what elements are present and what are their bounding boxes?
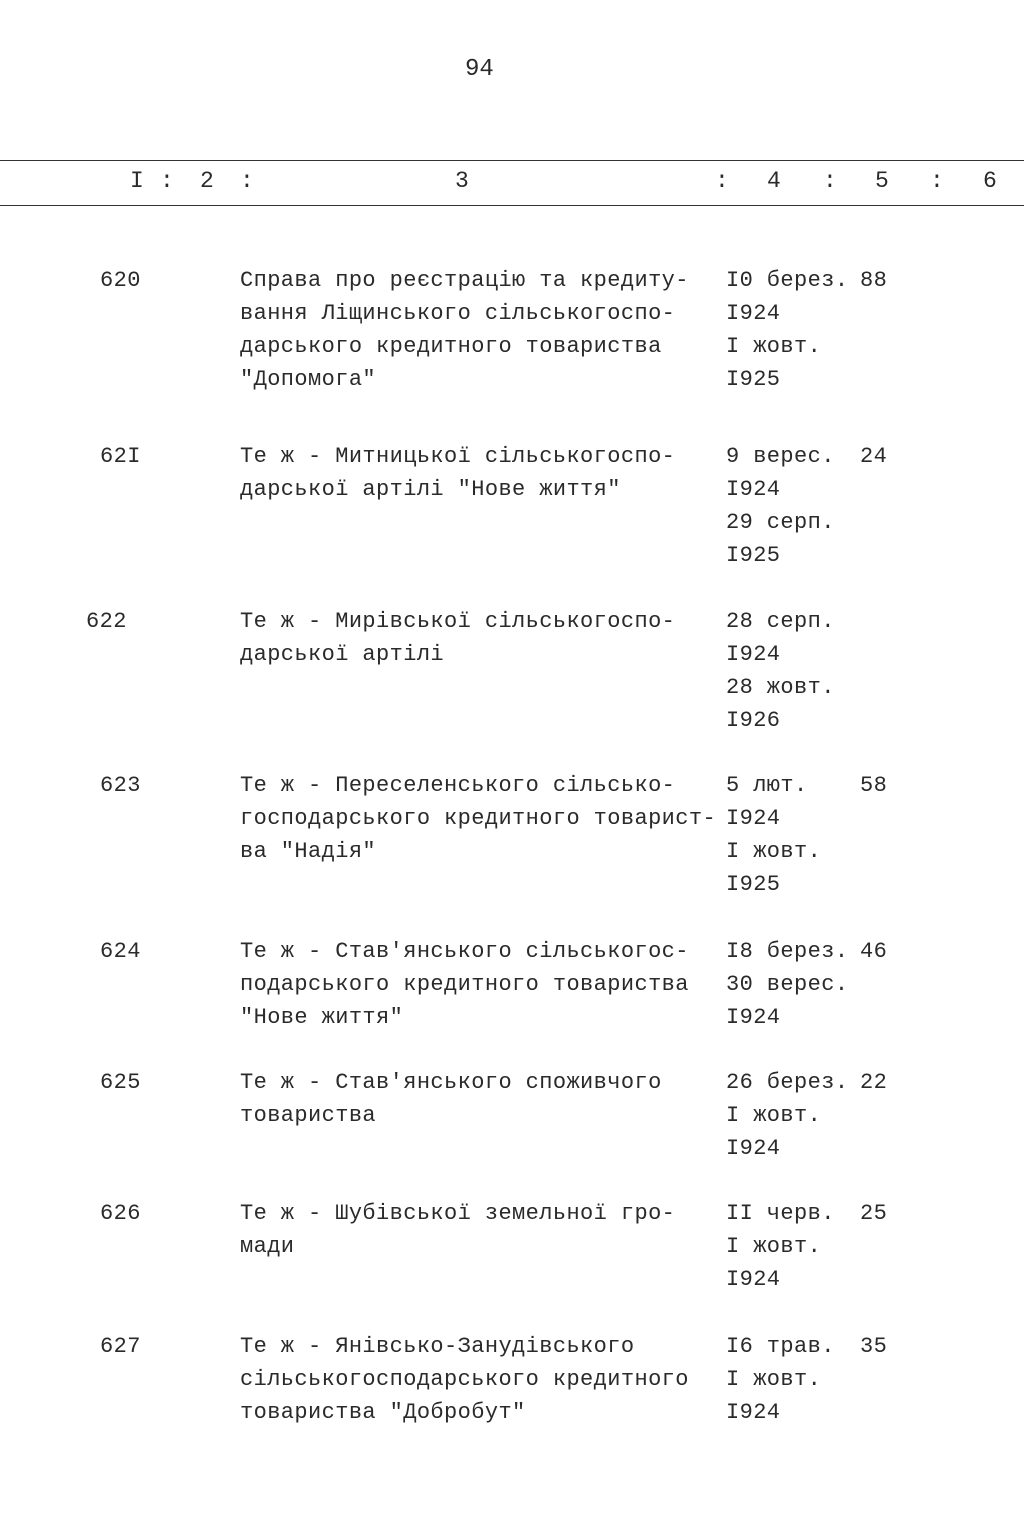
description-line: дарської артілі [240, 642, 445, 667]
description-line: ва "Надія" [240, 839, 377, 864]
case-number: 620 [100, 268, 141, 293]
page-count: 24 [860, 444, 888, 469]
date-line: I6 трав. [726, 1334, 835, 1359]
column-header: I [130, 168, 144, 194]
case-description [240, 440, 675, 506]
date-line: II черв. [726, 1201, 835, 1226]
page-count: 35 [860, 1334, 888, 1359]
header-bottom-rule [0, 205, 1024, 206]
case-dates [726, 769, 821, 901]
date-line: 9 верес. [726, 444, 835, 469]
description-line: дарського кредитного товариства [240, 334, 662, 359]
page-count: 88 [860, 268, 888, 293]
column-header: 3 [455, 168, 469, 194]
date-line: I924 [726, 1136, 781, 1161]
description-line: товариства "Добробут" [240, 1400, 526, 1425]
date-line: I924 [726, 1400, 781, 1425]
page-count: 25 [860, 1201, 888, 1226]
case-number: 624 [100, 939, 141, 964]
description-line: Те ж - Переселенського сільсько- [240, 773, 676, 798]
date-line: 26 берез. [726, 1070, 849, 1095]
column-separator: : [715, 168, 729, 194]
case-number: 623 [100, 773, 141, 798]
column-header: 4 [767, 168, 781, 194]
description-line: мади [240, 1234, 295, 1259]
case-description [240, 1066, 662, 1132]
date-line: I8 берез. [726, 939, 849, 964]
case-number: 627 [100, 1334, 141, 1359]
page-count: 58 [860, 773, 888, 798]
case-description [240, 264, 689, 396]
date-line: 5 лют. [726, 773, 808, 798]
date-line: 30 верес. [726, 972, 849, 997]
column-separator: : [160, 168, 174, 194]
description-line: господарського кредитного товарист- [240, 806, 717, 831]
description-line: Те ж - Став'янського сільськогос- [240, 939, 689, 964]
case-number: 626 [100, 1201, 141, 1226]
date-line: I924 [726, 1267, 781, 1292]
case-description [240, 605, 675, 671]
description-line: Те ж - Шубівської земельної гро- [240, 1201, 676, 1226]
case-dates [726, 264, 848, 396]
description-line: вання Ліщинського сільськогоспо- [240, 301, 676, 326]
case-number: 625 [100, 1070, 141, 1095]
description-line: Справа про реєстрацію та кредиту- [240, 268, 689, 293]
description-line: Те ж - Янівсько-Занудівського [240, 1334, 635, 1359]
description-line: Те ж - Митницької сільськогоспо- [240, 444, 676, 469]
column-header: 5 [875, 168, 889, 194]
date-line: I924 [726, 642, 781, 667]
case-description [240, 935, 689, 1034]
case-dates [726, 1330, 835, 1429]
case-number: 62I [100, 444, 141, 469]
case-number: 622 [86, 609, 127, 634]
case-description [240, 1197, 675, 1263]
case-description [240, 769, 716, 868]
date-line: I жовт. [726, 1103, 822, 1128]
case-dates [726, 1066, 848, 1165]
description-line: подарського кредитного товариства [240, 972, 689, 997]
description-line: "Нове життя" [240, 1005, 404, 1030]
case-dates [726, 1197, 835, 1296]
date-line: I0 берез. [726, 268, 849, 293]
description-line: Те ж - Мирівської сільськогоспо- [240, 609, 676, 634]
column-separator: : [930, 168, 944, 194]
date-line: I925 [726, 543, 781, 568]
header-top-rule [0, 160, 1024, 161]
column-header: 6 [983, 168, 997, 194]
date-line: I924 [726, 477, 781, 502]
column-header: 2 [200, 168, 214, 194]
date-line: I жовт. [726, 334, 822, 359]
date-line: I925 [726, 367, 781, 392]
description-line: товариства [240, 1103, 377, 1128]
date-line: I жовт. [726, 1234, 822, 1259]
case-dates [726, 440, 835, 572]
page-count: 46 [860, 939, 888, 964]
date-line: I924 [726, 1005, 781, 1030]
description-line: сільськогосподарського кредитного [240, 1367, 689, 1392]
description-line: Те ж - Став'янського споживчого [240, 1070, 662, 1095]
date-line: 29 серп. [726, 510, 835, 535]
column-separator: : [823, 168, 837, 194]
date-line: 28 серп. [726, 609, 835, 634]
case-dates [726, 935, 848, 1034]
date-line: I925 [726, 872, 781, 897]
date-line: I926 [726, 708, 781, 733]
column-separator: : [240, 168, 254, 194]
page-count: 22 [860, 1070, 888, 1095]
date-line: I жовт. [726, 839, 822, 864]
case-dates [726, 605, 835, 737]
date-line: 28 жовт. [726, 675, 835, 700]
description-line: дарської артілі "Нове життя" [240, 477, 621, 502]
description-line: "Допомога" [240, 367, 377, 392]
date-line: I924 [726, 301, 781, 326]
date-line: I924 [726, 806, 781, 831]
page-number: 94 [465, 56, 494, 83]
date-line: I жовт. [726, 1367, 822, 1392]
case-description [240, 1330, 689, 1429]
